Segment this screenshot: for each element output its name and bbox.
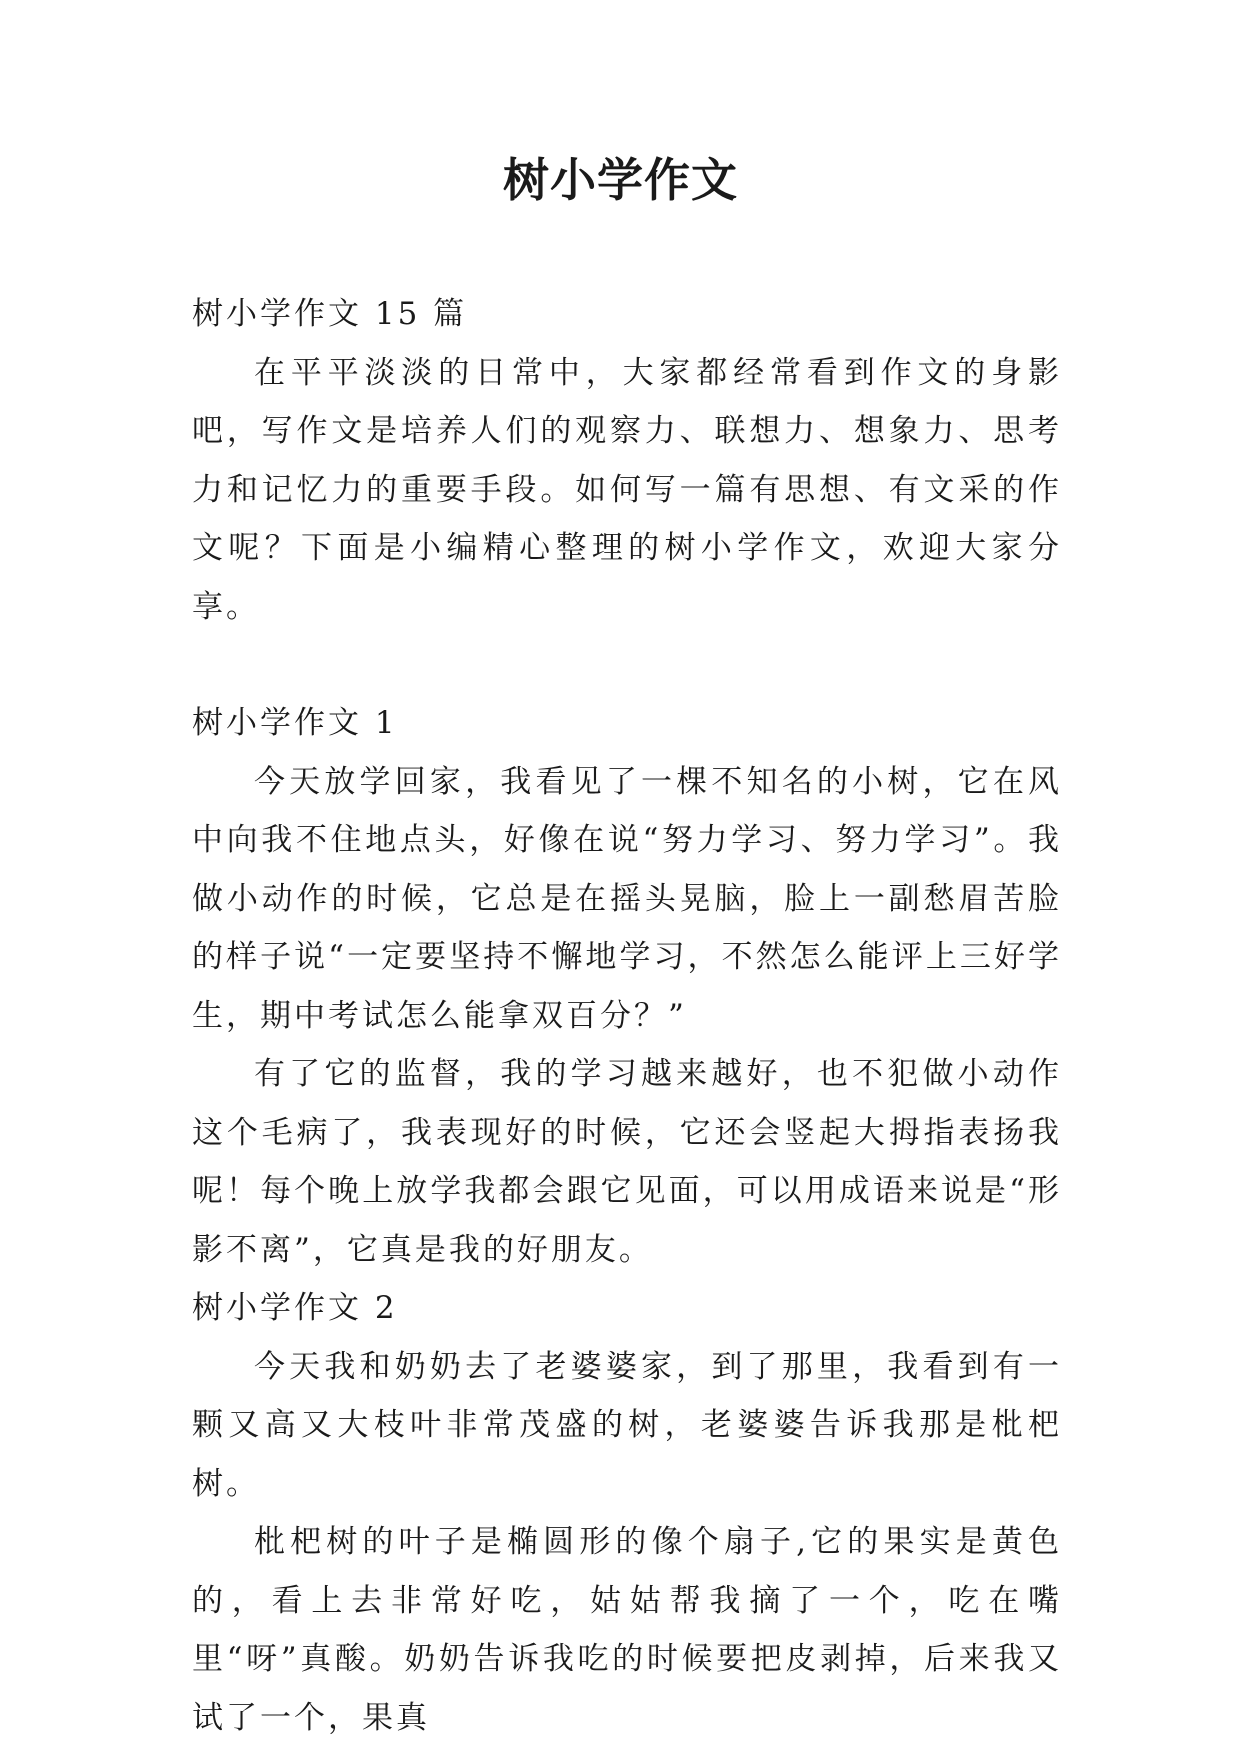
intro-paragraph: 在平平淡淡的日常中，大家都经常看到作文的身影吧，写作文是培养人们的观察力、联想力、想象力、思考力和记忆力的重要手段。如何写一篇有思想、有文采的作文呢？下面是小编精心整理的树小学作文，欢迎大家分享。 (192, 354, 1062, 625)
essay-heading: 树小学作文 1 (192, 705, 398, 741)
document-title: 树小学作文 (503, 153, 738, 207)
essay-paragraph: 有了它的监督，我的学习越来越好，也不犯做小动作这个毛病了，我表现好的时候，它还会竖起大拇指表扬我呢！每个晚上放学我都会跟它见面，可以用成语来说是“形影不离”，它真是我的好朋友。 (192, 1056, 1062, 1268)
document-subtitle: 树小学作文 15 篇 (192, 296, 468, 332)
essay-paragraph: 今天放学回家，我看见了一棵不知名的小树，它在风中向我不住地点头，好像在说“努力学习、努力学习”。我做小动作的时候，它总是在摇头晃脑，脸上一副愁眉苦脸的样子说“一定要坚持不懈地学习，不然怎么能评上三好学生，期中考试怎么能拿双百分？” (192, 763, 1062, 1034)
essay-paragraph: 今天我和奶奶去了老婆婆家，到了那里，我看到有一颗又高又大枝叶非常茂盛的树，老婆婆告诉我那是枇杷树。 (192, 1348, 1062, 1502)
essay-heading: 树小学作文 2 (192, 1290, 398, 1326)
essay-paragraph: 枇杷树的叶子是椭圆形的像个扇子,它的果实是黄色的，看上去非常好吃，姑姑帮我摘了一个，吃在嘴里“呀”真酸。奶奶告诉我吃的时候要把皮剥掉，后来我又试了一个，果真 (192, 1524, 1062, 1736)
section-spacer (192, 636, 1062, 694)
document-body (192, 285, 1062, 1747)
